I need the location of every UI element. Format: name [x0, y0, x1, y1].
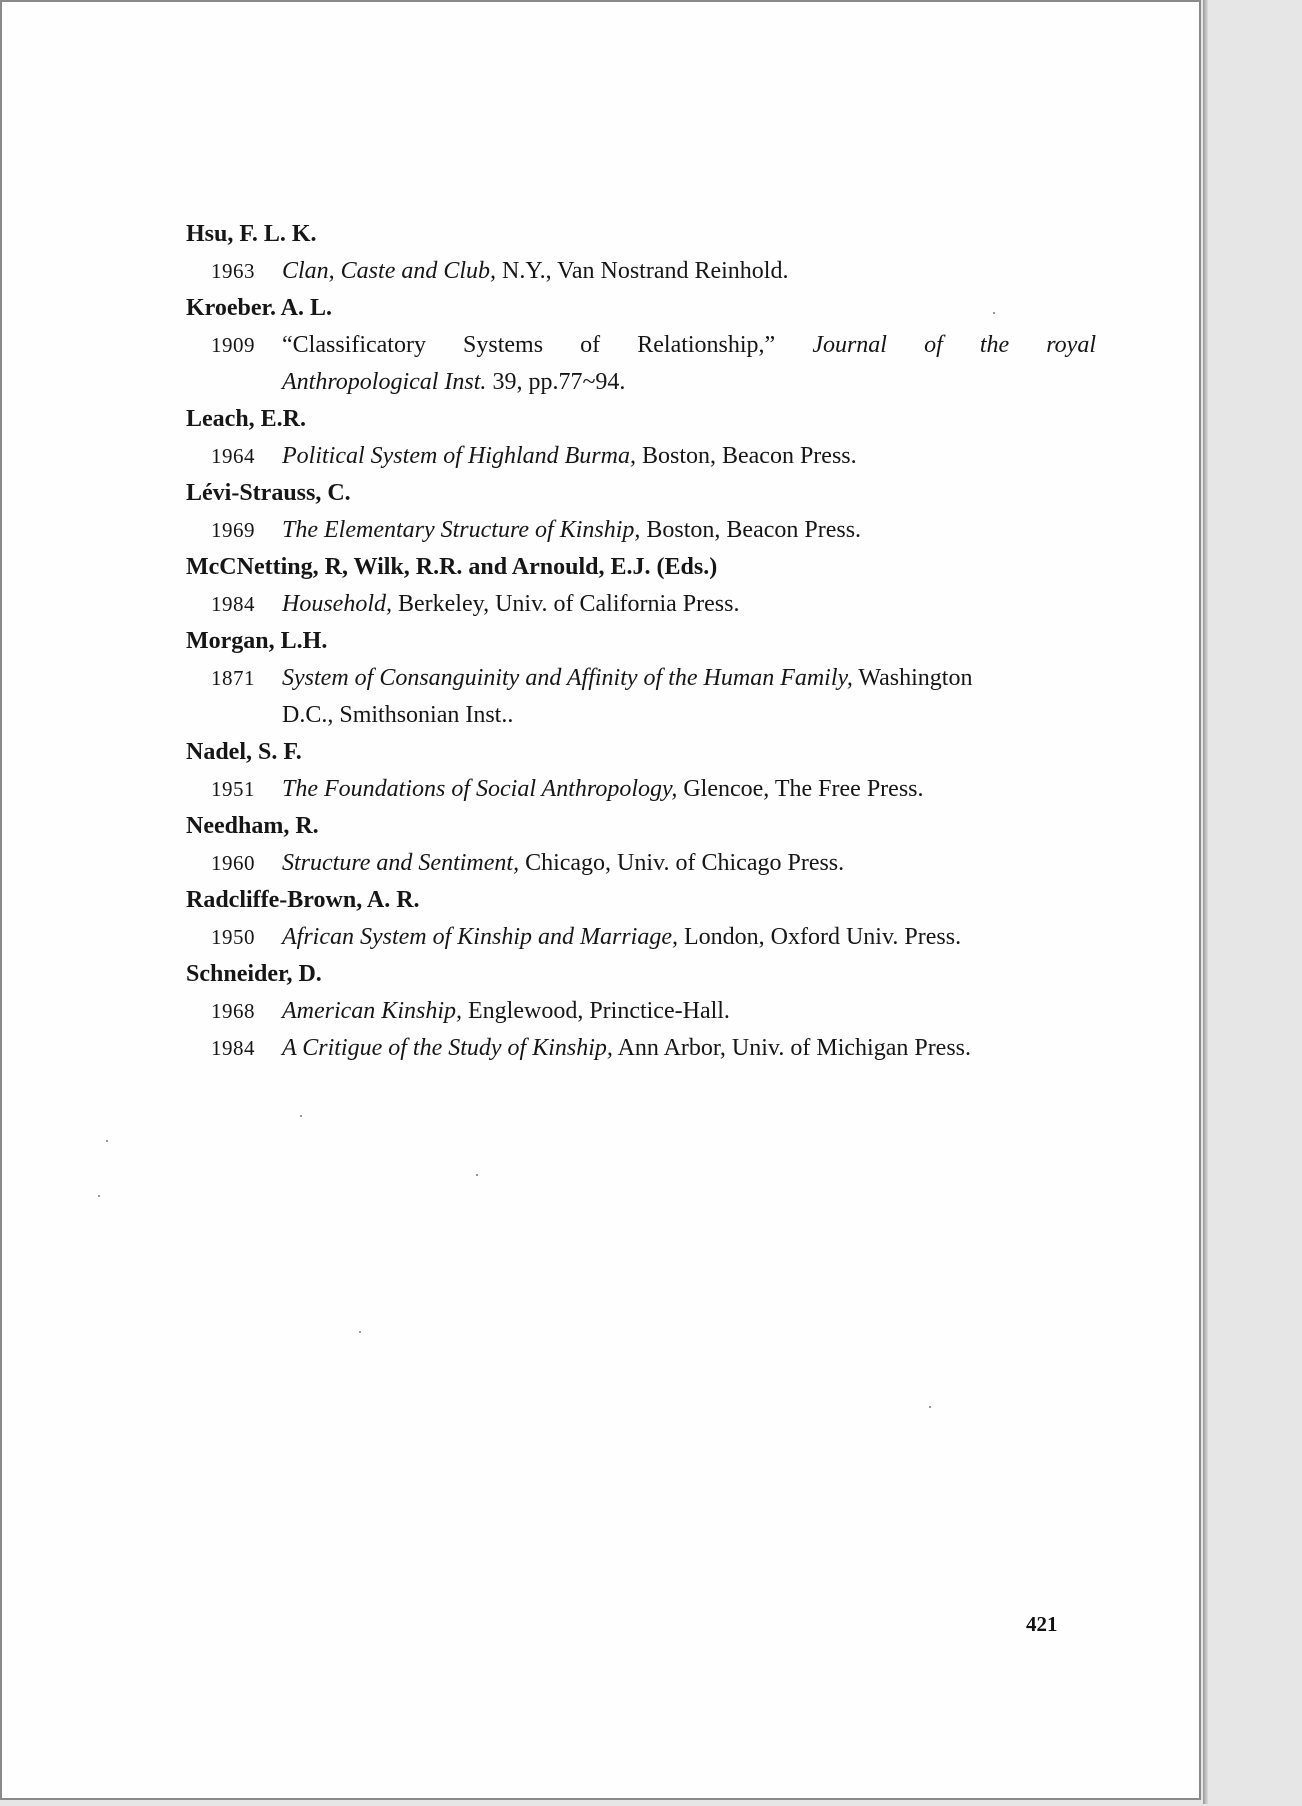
- reference-title: Political System of Highland Burma,: [282, 443, 636, 469]
- reference-author: Hsu, F. L. K.: [186, 221, 317, 247]
- reference-title: Clan, Caste and Club,: [282, 258, 497, 284]
- reference-author: Lévi-Strauss, C.: [186, 480, 351, 506]
- reference-title: American Kinship,: [282, 998, 462, 1024]
- reference-year: 1968: [211, 999, 255, 1023]
- reference-year: 1969: [211, 518, 255, 542]
- reference-author: Needham, R.: [186, 813, 319, 839]
- reference-entry: [186, 438, 1096, 475]
- reference-title: The Foundations of Social Anthropology,: [282, 776, 678, 802]
- reference-entry: [186, 586, 1096, 623]
- reference-author: Morgan, L.H.: [186, 628, 328, 654]
- reference-publisher: Ann Arbor, Univ. of Michigan Press.: [612, 1035, 972, 1061]
- scan-speck: [476, 1174, 478, 1176]
- reference-year: 1964: [211, 444, 255, 468]
- scan-speck: [106, 1140, 108, 1142]
- reference-entry: [186, 993, 1096, 1030]
- reference-title: African System of Kinship and Marriage,: [282, 924, 678, 950]
- reference-year: 1960: [211, 851, 255, 875]
- reference-publisher: Chicago, Univ. of Chicago Press.: [519, 850, 845, 876]
- reference-author: McCNetting, R, Wilk, R.R. and Arnould, E.J. (Eds.): [186, 554, 718, 580]
- reference-publisher: Berkeley, Univ. of California Press.: [392, 591, 740, 617]
- reference-title: Household,: [282, 591, 392, 617]
- reference-author: Leach, E.R.: [186, 406, 306, 432]
- reference-publisher: Washington: [852, 665, 973, 691]
- reference-publisher: London, Oxford Univ. Press.: [677, 924, 962, 950]
- reference-entry: [186, 253, 1096, 290]
- scan-speck: [929, 1406, 931, 1408]
- reference-publisher: N.Y., Van Nostrand Reinhold.: [496, 258, 789, 284]
- reference-journal-title-cont: Anthropological Inst.: [282, 369, 487, 395]
- reference-year: 1984: [211, 592, 255, 616]
- reference-year: 1871: [211, 666, 255, 690]
- reference-year: 1951: [211, 777, 255, 801]
- reference-entry: [186, 845, 1096, 882]
- reference-publisher: Glencoe, The Free Press.: [677, 776, 924, 802]
- reference-author: Schneider, D.: [186, 961, 322, 987]
- reference-publisher: Englewood, Princtice-Hall.: [462, 998, 730, 1024]
- reference-author: Kroeber. A. L.: [186, 295, 333, 321]
- reference-article-title: “Classificatory Systems of Relationship,”: [282, 332, 813, 358]
- page-edge-shadow: [1203, 0, 1208, 1804]
- reference-year: 1950: [211, 925, 255, 949]
- reference-list: [186, 216, 1096, 1067]
- reference-entry: [186, 1030, 1096, 1067]
- reference-author: Radcliffe-Brown, A. R.: [186, 887, 420, 913]
- reference-year: 1963: [211, 259, 255, 283]
- reference-publisher: Boston, Beacon Press.: [640, 517, 862, 543]
- reference-title: Structure and Sentiment,: [282, 850, 520, 876]
- scan-speck: [98, 1195, 100, 1197]
- scan-speck: [359, 1331, 361, 1333]
- page-number: 421: [1026, 1612, 1058, 1636]
- reference-volume-pages: 39, pp.77~94.: [486, 369, 626, 395]
- scan-speck: [993, 312, 995, 314]
- reference-entry: [186, 660, 1096, 734]
- reference-publisher-cont: D.C., Smithsonian Inst..: [282, 702, 514, 728]
- reference-year: 1984: [211, 1036, 255, 1060]
- reference-journal-title: Journal of the royal: [812, 332, 1097, 358]
- reference-title: System of Consanguinity and Affinity of the Human Family,: [282, 665, 853, 691]
- reference-entry: [186, 512, 1096, 549]
- reference-title: A Critigue of the Study of Kinship,: [282, 1035, 613, 1061]
- reference-entry: [186, 327, 1096, 401]
- reference-entry: [186, 919, 1096, 956]
- scan-speck: [300, 1115, 302, 1117]
- reference-title: The Elementary Structure of Kinship,: [282, 517, 641, 543]
- reference-publisher: Boston, Beacon Press.: [635, 443, 857, 469]
- reference-author: Nadel, S. F.: [186, 739, 302, 765]
- reference-year: 1909: [211, 333, 255, 357]
- reference-entry: [186, 771, 1096, 808]
